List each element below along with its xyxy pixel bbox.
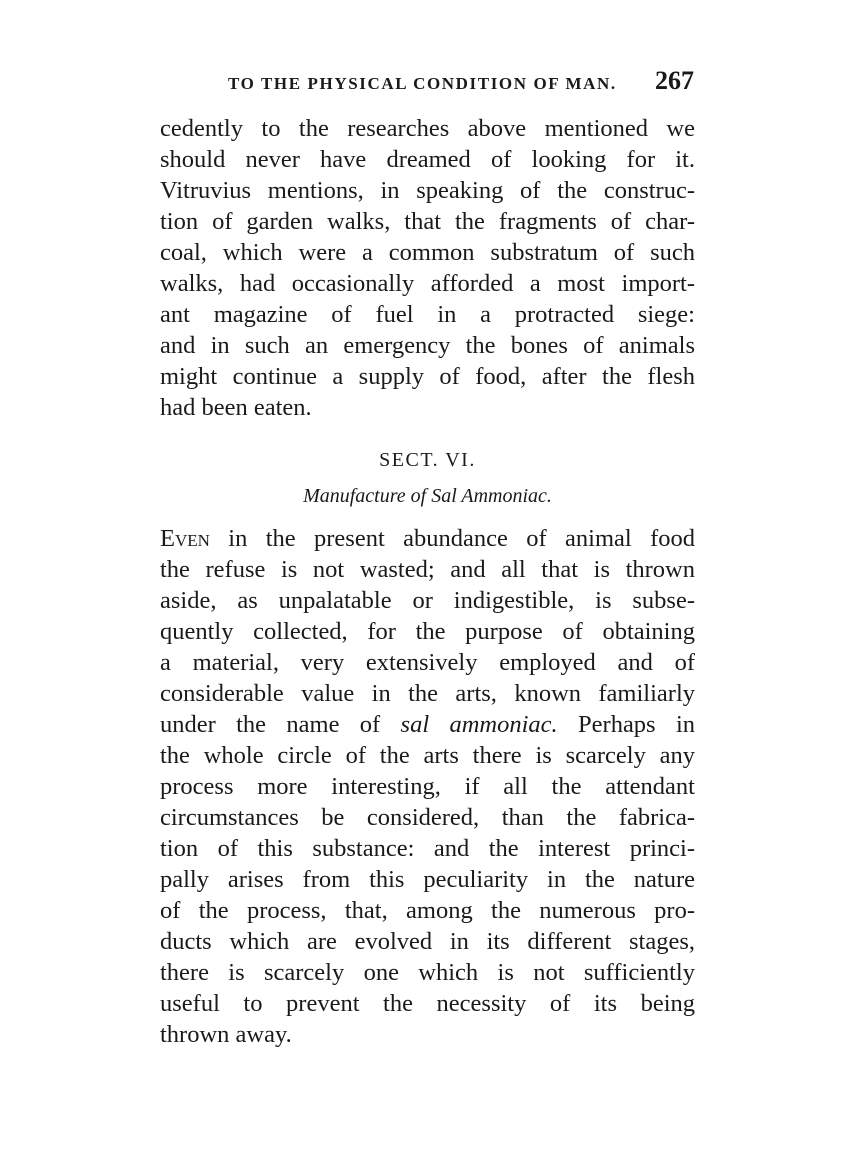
text-line: had been eaten.: [160, 394, 312, 421]
text-line: [160, 709, 695, 740]
running-title: TO THE PHYSICAL CONDITION OF MAN.: [228, 74, 617, 93]
line-end: Perhaps in: [557, 711, 695, 738]
text-line: pally arises from this peculiarity in the nature: [160, 866, 695, 893]
line-rest: in the present abundance of animal food: [209, 525, 695, 552]
text-line: the whole circle of the arts there is scarcely any: [160, 742, 695, 769]
text-line: a material, very extensively employed and of: [160, 649, 695, 676]
text-line: useful to prevent the necessity of its being: [160, 990, 695, 1017]
text-line: tion of garden walks, that the fragments of char-: [160, 208, 695, 235]
section-subtitle: Manufacture of Sal Ammoniac.: [303, 485, 552, 507]
page-number: 267: [655, 66, 694, 95]
text-line: of the process, that, among the numerous pro-: [160, 897, 695, 924]
text-line: ducts which are evolved in its different stages,: [160, 928, 695, 955]
line-start: under the name of: [160, 711, 401, 738]
text-line: aside, as unpalatable or indigestible, is subse-: [160, 587, 695, 614]
text-line: quently collected, for the purpose of obtaining: [160, 618, 695, 645]
text-line: [160, 523, 695, 554]
paragraph-sal-ammoniac: [160, 523, 695, 1050]
text-line: walks, had occasionally afforded a most import-: [160, 270, 695, 297]
text-line: the refuse is not wasted; and all that is thrown: [160, 556, 695, 583]
text-line: thrown away.: [160, 1021, 292, 1048]
text-line: and in such an emergency the bones of animals: [160, 332, 695, 359]
text-line: coal, which were a common substratum of such: [160, 239, 695, 266]
text-line: cedently to the researches above mentioned we: [160, 115, 695, 142]
text-line: ant magazine of fuel in a protracted siege:: [160, 301, 695, 328]
section-heading: SECT. VI.: [379, 449, 476, 471]
text-line: should never have dreamed of looking for it.: [160, 146, 695, 173]
text-line: tion of this substance: and the interest princi-: [160, 835, 695, 862]
italic-term: sal ammoniac.: [400, 711, 558, 738]
text-line: circumstances be considered, than the fabrica-: [160, 804, 695, 831]
text-line: process more interesting, if all the attendant: [160, 773, 695, 800]
paragraph-continuation: [160, 113, 695, 423]
text-line: considerable value in the arts, known familiarly: [160, 680, 695, 707]
running-header: [160, 66, 696, 102]
text-line: Vitruvius mentions, in speaking of the construc-: [160, 177, 695, 204]
text-line: there is scarcely one which is not sufficiently: [160, 959, 695, 986]
lead-word: Even: [160, 525, 210, 552]
text-line: might continue a supply of food, after the flesh: [160, 363, 695, 390]
